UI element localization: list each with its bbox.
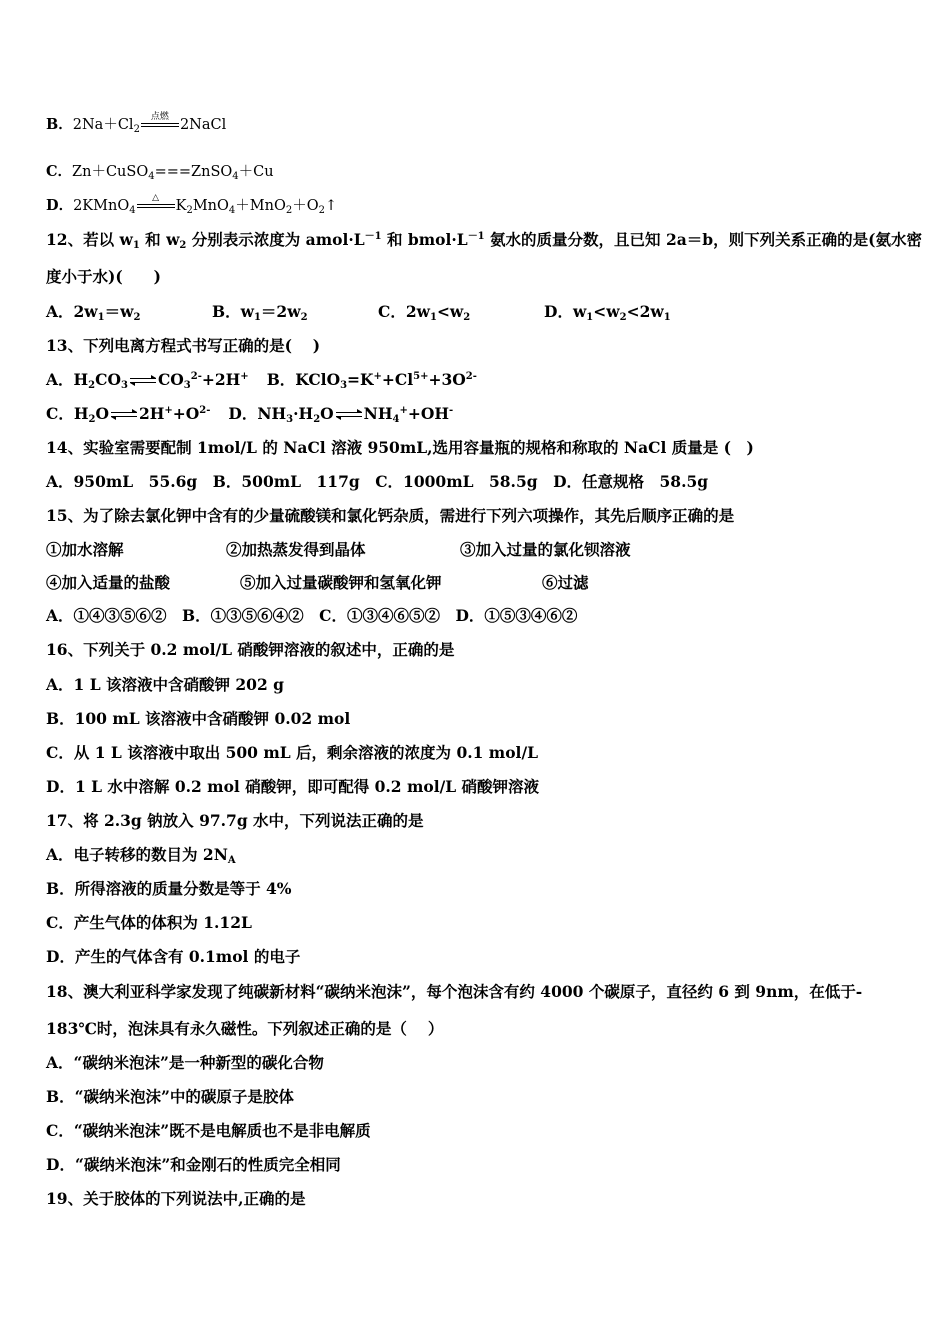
q16-option-b: B．100 mL 该溶液中含硝酸钾 0.02 mol: [46, 709, 351, 728]
q11-option-c: C．Zn＋CuSO$_4$===ZnSO$_4$＋Cu: [46, 163, 274, 182]
reaction-arrow: 点燃: [141, 118, 179, 132]
q19-stem: 19、关于胶体的下列说法中,正确的是: [46, 1189, 306, 1208]
q17-stem: 17、将 2.3g 钠放入 97.7g 水中，下列说法正确的是: [46, 811, 424, 830]
q15-stem: 15、为了除去氯化钾中含有的少量硫酸镁和氯化钙杂质，需进行下列六项操作，其先后顺序正确的是: [46, 506, 735, 525]
q15-step: ②加热蒸发得到晶体: [226, 540, 366, 559]
q15-options: A．①④③⑤⑥② B．①③⑤⑥④② C．①③④⑥⑤② D．①⑤③④⑥②: [46, 606, 578, 625]
q16-option-d: D．1 L 水中溶解 0.2 mol 硝酸钾，即可配得 0.2 mol/L 硝酸钾溶液: [46, 777, 540, 796]
equilibrium-arrow-icon: [336, 409, 362, 421]
q18-stem-line1: 18、澳大利亚科学家发现了纯碳新材料“碳纳米泡沫”，每个泡沫含有约 4000 个碳原子，直径约 6 到 9nm，在低于-: [46, 982, 863, 1001]
q15-steps-row2: [46, 573, 589, 593]
q12-option-c: C．$2w_1<w_2$: [378, 302, 471, 323]
q16-option-c: C．从 1 L 该溶液中取出 500 mL 后，剩余溶液的浓度为 0.1 mol/L: [46, 743, 538, 762]
q15-step: ①加水溶解: [46, 540, 124, 559]
q15-step: ③加入过量的氯化钡溶液: [460, 540, 631, 559]
q12-options: [46, 302, 671, 322]
q13-options-cd: [46, 404, 453, 424]
q12-stem-line1: 12、若以 $w_1$ 和 $w_2$ 分别表示浓度为 $amol\cdot L^{-1}$ 和 $bmol\cdot L^{-1}$ 氨水的质量分数，且已知 2a＝b，则下列关系正确的是(氨水密: [46, 230, 922, 251]
q16-option-a: A．1 L 该溶液中含硝酸钾 202 g: [46, 675, 284, 694]
q18-stem-line2: 183℃时，泡沫具有永久磁性。下列叙述正确的是（ ）: [46, 1019, 444, 1038]
q18-option-c: C．“碳纳米泡沫”既不是电解质也不是非电解质: [46, 1121, 371, 1140]
q18-option-d: D．“碳纳米泡沫”和金刚石的性质完全相同: [46, 1155, 341, 1174]
q17-option-a: A．电子转移的数目为 $2N_A$: [46, 845, 236, 866]
q18-option-a: A．“碳纳米泡沫”是一种新型的碳化合物: [46, 1053, 324, 1072]
q13-options-ab: [46, 370, 477, 390]
q15-steps-row1: [46, 540, 631, 560]
q15-step: ⑥过滤: [542, 573, 589, 592]
reaction-arrow: △: [137, 199, 175, 213]
q11-option-d: D．2KMnO$_4$ △ $K_2MnO_4+MnO_2+O_2↑$: [46, 193, 338, 216]
q14-stem: 14、实验室需要配制 1mol/L 的 NaCl 溶液 950mL,选用容量瓶的规格和称取的 NaCl 质量是 ( ): [46, 438, 754, 457]
q12-option-a: A．$2w_1=w_2$: [46, 302, 141, 323]
q17-option-b: B．所得溶液的质量分数是等于 4%: [46, 879, 292, 898]
q13-option-a: A．$H_2CO_3$ $CO_3^{2-}+2H^+$: [46, 370, 249, 391]
q12-stem-line2: 度小于水)( ): [46, 267, 162, 286]
q16-stem: 16、下列关于 0.2 mol/L 硝酸钾溶液的叙述中，正确的是: [46, 640, 455, 659]
q13-stem: 13、下列电离方程式书写正确的是( ): [46, 336, 321, 355]
q13-option-c: C．$H_2O$ $2H^++O^{2-}$: [46, 404, 211, 425]
q13-option-d: D．$NH_3\cdot H_2O$ $NH_4^++OH^-$: [228, 404, 454, 425]
q13-option-b: B．$KClO_3=K^++Cl^{5+}+3O^{2-}$: [266, 370, 477, 391]
q17-option-d: D．产生的气体含有 0.1mol 的电子: [46, 947, 301, 966]
q14-options: A．950mL 55.6g B．500mL 117g C．1000mL 58.5g D．任意规格 58.5g: [46, 472, 709, 491]
q15-step: ④加入适量的盐酸: [46, 573, 171, 592]
q15-step: ⑤加入过量碳酸钾和氢氧化钾: [240, 573, 442, 592]
equilibrium-arrow-icon: [130, 375, 156, 387]
q12-option-d: D．$w_1<w_2<2w_1$: [544, 302, 671, 323]
q18-option-b: B．“碳纳米泡沫”中的碳原子是胶体: [46, 1087, 294, 1106]
q17-option-c: C．产生气体的体积为 1.12L: [46, 913, 252, 932]
q12-option-b: B．$w_1=2w_2$: [212, 302, 308, 323]
q11-option-b: B．$2Na+Cl_2$ 点燃 2NaCl: [46, 112, 227, 135]
equilibrium-arrow-icon: [111, 409, 137, 421]
